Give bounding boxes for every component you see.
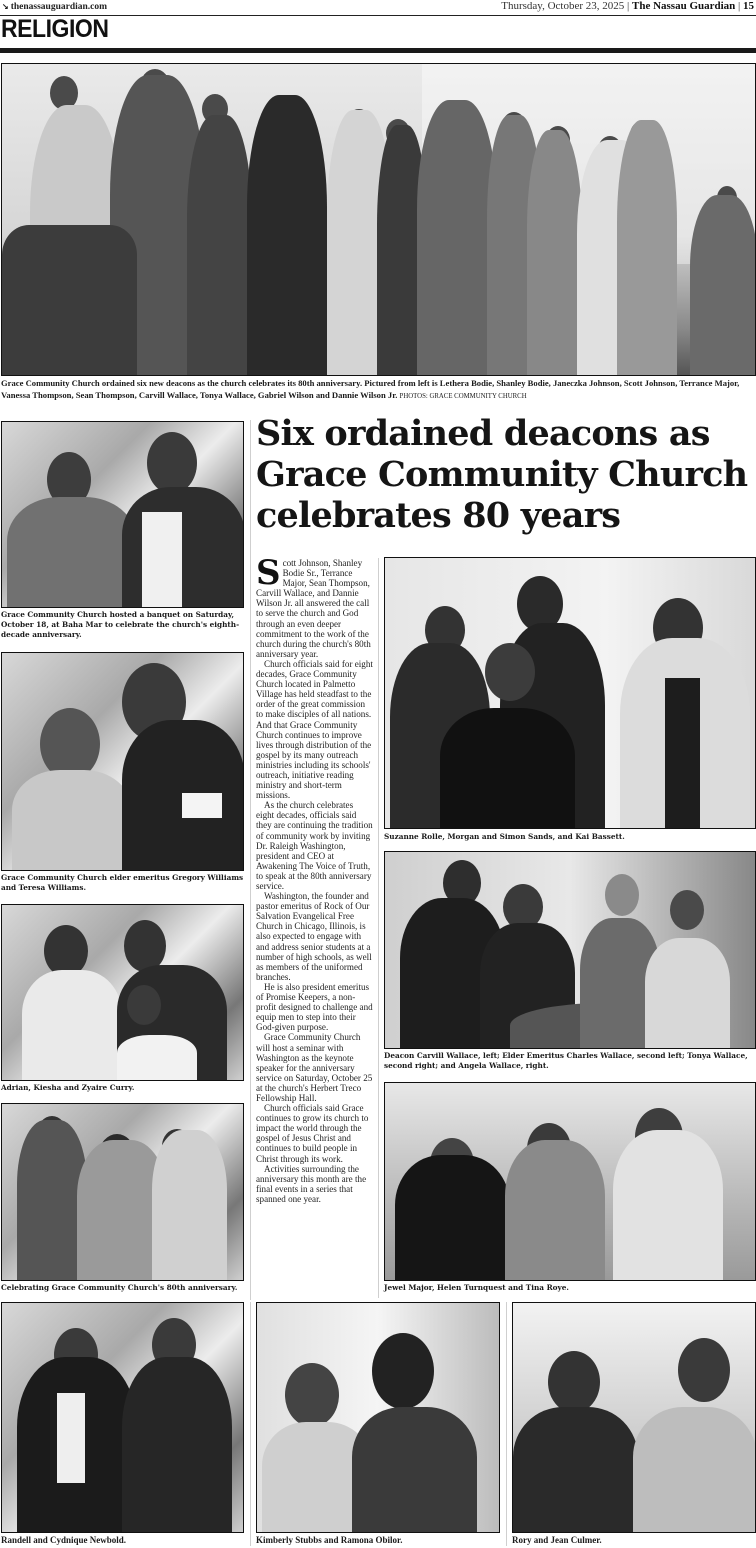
photo-credit: PHOTOS: GRACE COMMUNITY CHURCH <box>399 392 527 400</box>
column-divider <box>506 1302 507 1546</box>
arrow-icon: ↘ <box>2 2 9 11</box>
stubbs-obilor-photo-caption: Kimberly Stubbs and Ramona Obilor. <box>256 1535 403 1545</box>
curry-photo <box>1 904 244 1081</box>
page-header <box>0 0 756 15</box>
rolle-sands-photo-caption: Suzanne Rolle, Morgan and Simon Sands, and Kai Bassett. <box>384 832 625 841</box>
drop-cap: S <box>256 553 281 593</box>
newbold-photo-caption: Randell and Cydnique Newbold. <box>1 1535 127 1545</box>
section-rule <box>0 48 756 53</box>
culmer-photo-caption: Rory and Jean Culmer. <box>512 1535 602 1545</box>
article-paragraph: Church officials said Grace continues to grow its church to impact the world through the gospel of Jesus Christ and continues to build people in Christ through its work. <box>256 1103 369 1164</box>
column-divider <box>250 420 251 1300</box>
stubbs-obilor-photo <box>256 1302 500 1533</box>
article-paragraph: Washington, the founder and pastor emeritus of Rock of Our Salvation Evangelical Free Church in Chicago, Illinois, is also expected to engage with and address senior students at a number of high schools, as well as members of the uniformed branches. <box>256 891 372 982</box>
newbold-photo <box>1 1302 244 1533</box>
lead-photo <box>1 63 756 376</box>
article-headline: Six ordained deacons as Grace Community Church celebrates 80 years <box>256 413 748 536</box>
dateline <box>501 0 754 12</box>
article-paragraph: He is also president emeritus of Promise Keepers, a non-profit designed to challenge and equip men to step into their God-given purpose. <box>256 981 373 1033</box>
paragraph-text: cott Johnson, Shanley Bodie Sr., Terrance Major, Sean Thompson, Carvill Wallace, and Dannie Wilson Jr. all answered the call to serve the church and God through an even deeper commitment to the work of the church during the church's 80th anniversary year. <box>256 558 371 659</box>
header-rule <box>0 15 756 16</box>
issue-date: Thursday, October 23, 2025 <box>501 0 625 12</box>
wallace-photo <box>384 851 756 1049</box>
article-paragraph: As the church celebrates eight decades, officials said they are continuing the tradition of community work by inviting Dr. Raleigh Washington, president and CEO at Awakening The Voice of Truth, to speak at the 80th anniversary service. <box>256 800 373 891</box>
column-divider <box>378 558 379 1298</box>
section-title: RELIGION <box>1 15 109 43</box>
separator: | <box>738 0 741 12</box>
page-number: 15 <box>743 0 754 12</box>
anniversary-photo <box>1 1103 244 1281</box>
anniversary-photo-caption: Celebrating Grace Community Church's 80th anniversary. <box>1 1283 238 1292</box>
rolle-sands-photo <box>384 557 756 829</box>
wallace-photo-caption: Deacon Carvill Wallace, left; Elder Emeritus Charles Wallace, second left; Tonya Wallace, second right; and Angela Wallace, right. <box>384 1051 748 1070</box>
column-divider <box>250 1302 251 1546</box>
publication-name: The Nassau Guardian <box>631 0 736 12</box>
lead-photo-caption <box>1 378 753 402</box>
major-turnquest-roye-photo-caption: Jewel Major, Helen Turnquest and Tina Roye. <box>384 1283 569 1292</box>
article-paragraph: Church officials said for eight decades, Grace Community Church located in Palmetto Village has held steadfast to the order of the great commission to make disciples of all nations. And that Grace Community Church continues to improve lives through distribution of the gospel by its many outreach ministries including its schools' outreach, initiative reading ministry and short-term missions. <box>256 658 373 801</box>
banquet-photo <box>1 421 244 608</box>
site-url: thenassauguardian.com <box>10 2 108 12</box>
culmer-photo <box>512 1302 756 1533</box>
article-body <box>256 553 373 1204</box>
banquet-photo-caption: Grace Community Church hosted a banquet on Saturday, October 18, at Baha Mar to celebrate the church's eighth-decade anniversary. <box>1 610 240 639</box>
caption-text: Grace Community Church ordained six new deacons as the church celebrates its 80th anniversary. Pictured from left is Lethera Bodie, Shanley Bodie, Janeczka Johnson, Scott Johnson, Terrance Major, Vanessa Thompson, Sean Thompson, Carvill Wallace, Tonya Wallace, Gabriel Wilson and Dannie Wilson Jr. <box>1 378 740 400</box>
williams-photo-caption: Grace Community Church elder emeritus Gregory Williams and Teresa Williams. <box>1 873 244 892</box>
article-paragraph <box>256 553 373 659</box>
major-turnquest-roye-photo <box>384 1082 756 1281</box>
article-paragraph: Activities surrounding the anniversary this month are the final events in a series that spanned one year. <box>256 1163 367 1204</box>
williams-photo <box>1 652 244 871</box>
curry-photo-caption: Adrian, Kiesha and Zyaire Curry. <box>1 1083 135 1092</box>
separator: | <box>627 0 630 12</box>
article-paragraph: Grace Community Church will host a seminar with Washington as the keynote speaker for the anniversary service on Saturday, October 25 at the church's Herbert Treco Fellowship Hall. <box>256 1032 373 1103</box>
site-link[interactable] <box>2 1 107 13</box>
